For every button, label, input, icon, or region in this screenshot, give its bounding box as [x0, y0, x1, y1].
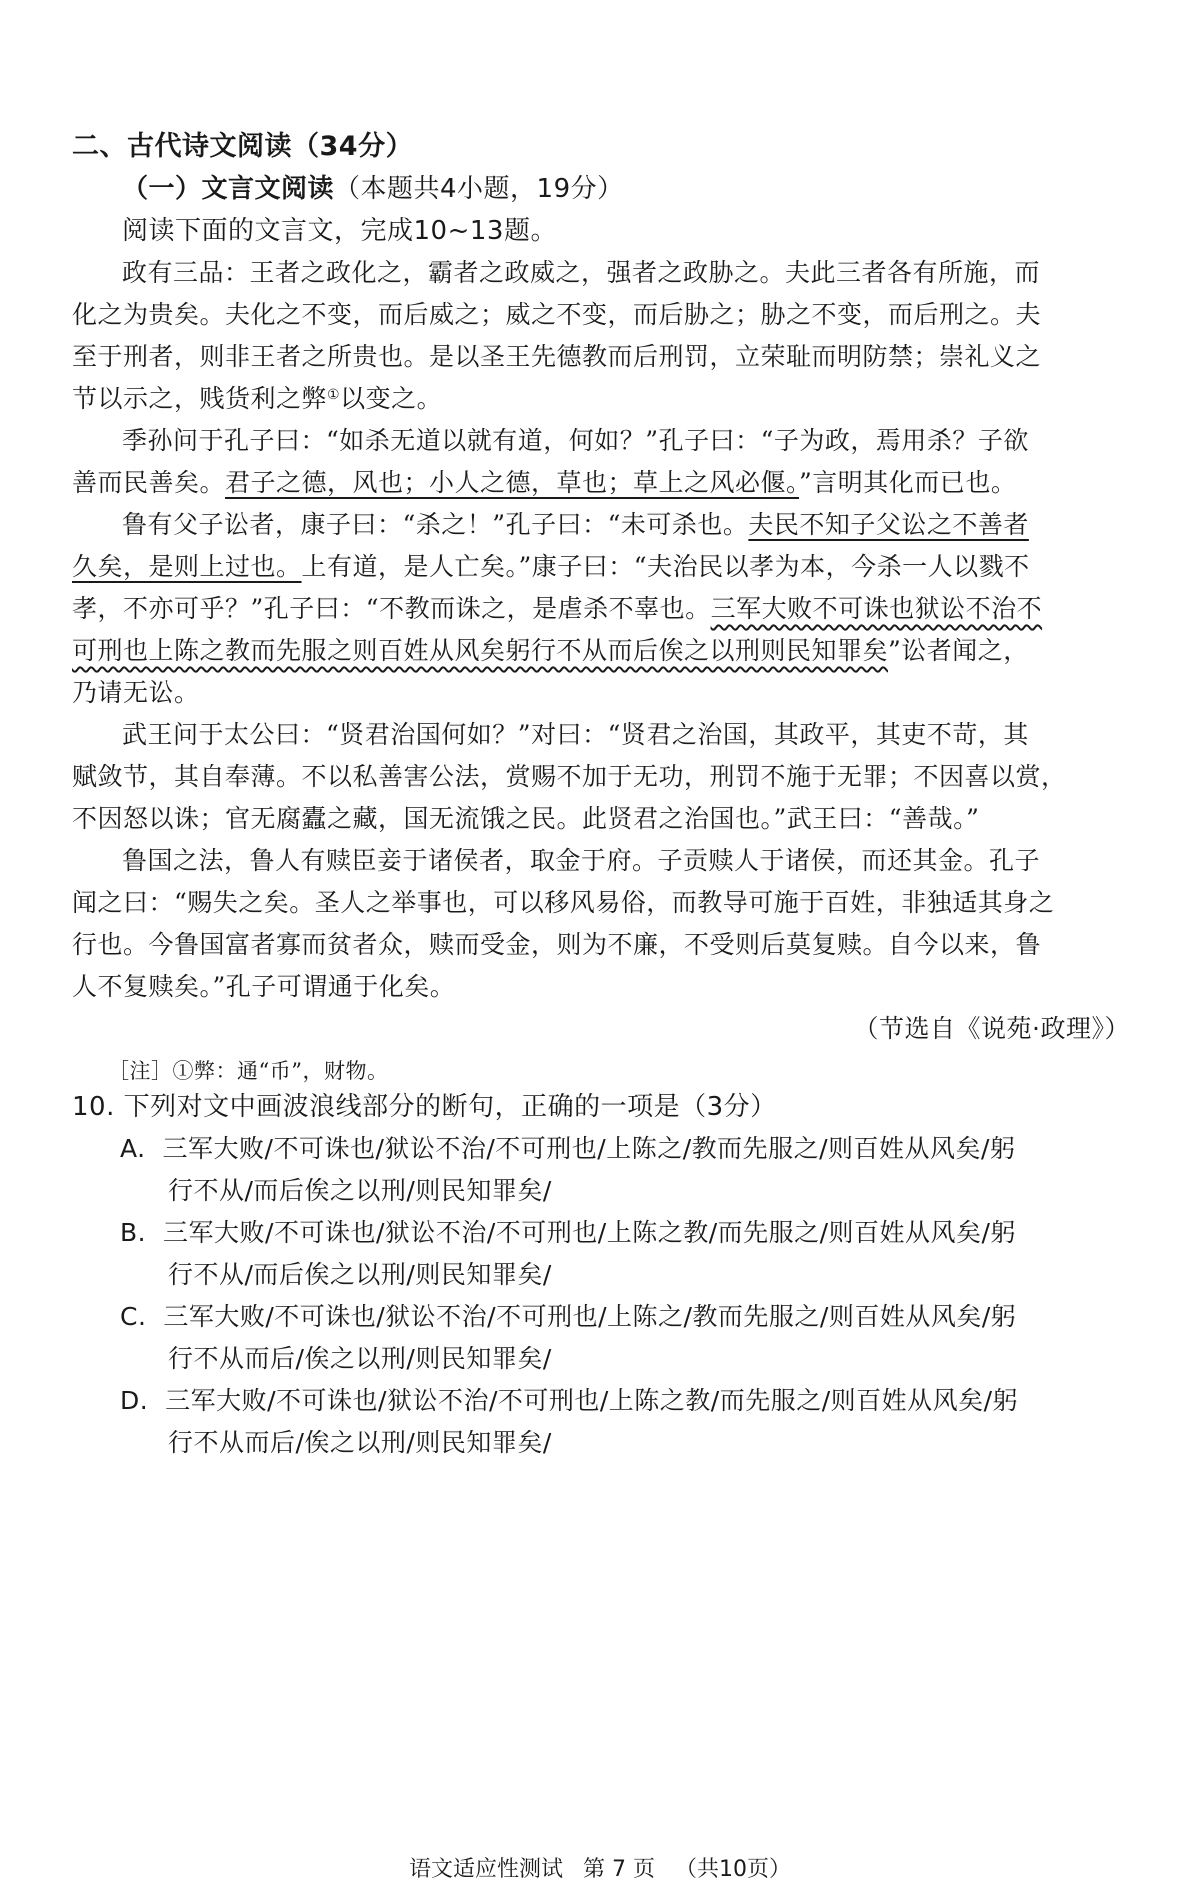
underlined-sentence: 夫民不知子父讼之不善者 [748, 510, 1029, 539]
passage-line [72, 634, 1128, 668]
passage-text: ”言明其化而已也。 [799, 468, 1017, 497]
subsection-heading-rest: （本题共4小题，19分） [334, 174, 624, 204]
passage-line: 闻之曰：“赐失之矣。圣人之举事也，可以移风易俗，而教导可施于百姓，非独适其身之 [72, 888, 1055, 917]
section-heading [72, 130, 1128, 164]
passage-line: 至于刑者，则非王者之所贵也。是以圣王先德教而后刑罚，立荣耻而明防禁；崇礼义之 [72, 342, 1042, 371]
underlined-sentence: 君子之德，风也；小人之德，草也；草上之风必偃。 [225, 468, 800, 497]
passage-text: 以变之。 [340, 384, 443, 413]
passage-text: ”讼者闻之， [888, 636, 1029, 665]
passage-line [72, 550, 1128, 584]
option-letter: D. [120, 1386, 149, 1415]
question-stem: 10. 下列对文中画波浪线部分的断句，正确的一项是（3分） [72, 1092, 777, 1122]
source-citation: （节选自《说苑·政理》） [853, 1014, 1130, 1043]
option-letter: B. [120, 1218, 147, 1247]
option-c-continued: 行不从而后/俟之以刑/则民知罪矣/ [168, 1344, 552, 1373]
section-heading-text: 二、古代诗文阅读（34分） [72, 131, 414, 162]
passage-line [122, 508, 1128, 542]
footer-page-number: 第 7 页 [583, 1857, 655, 1882]
passage-line: 不因怒以诛；官无腐蠹之藏，国无流饿之民。此贤君之治国也。”武王曰：“善哉。” [72, 804, 980, 833]
underlined-sentence: 久矣，是则上过也。 [72, 552, 302, 581]
passage-line: 鲁国之法，鲁人有赎臣妾于诸侯者，取金于府。子贡赎人于诸侯，而还其金。孔子 [122, 846, 1041, 875]
footer-total-pages: （共10页） [675, 1857, 791, 1882]
passage-line [72, 382, 1128, 416]
option-b-continued: 行不从/而后俟之以刑/则民知罪矣/ [168, 1260, 552, 1289]
option-a [120, 1132, 1176, 1166]
passage-text: 鲁有父子讼者，康子曰：“杀之！”孔子曰：“未可杀也。 [122, 510, 749, 539]
page-footer [0, 1852, 1200, 1883]
option-a-continued: 行不从/而后俟之以刑/则民知罪矣/ [168, 1176, 552, 1205]
option-text: 三军大败/不可诛也/狱讼不治/不可刑也/上陈之教/而先服之/则百姓从风矣/躬 [165, 1386, 1019, 1415]
passage-line: 人不复赎矣。”孔子可谓通于化矣。 [72, 972, 456, 1001]
passage-line: 化之为贵矣。夫化之不变，而后威之；威之不变，而后胁之；胁之不变，而后刑之。夫 [72, 300, 1042, 329]
wavy-underlined-text: 三军大败不可诛也狱讼不治不 [710, 594, 1043, 623]
subsection-heading-bold: （一）文言文阅读 [122, 174, 335, 204]
option-letter: A. [120, 1134, 146, 1163]
passage-line: 行也。今鲁国富者寡而贫者众，赎而受金，则为不廉，不受则后莫复赎。自今以来，鲁 [72, 930, 1042, 959]
footer-title: 语文适应性测试 [409, 1857, 564, 1882]
passage-text: 节以示之，贱货利之弊 [72, 384, 328, 413]
passage-line [72, 592, 1128, 626]
passage-text: 善而民善矣。 [72, 468, 226, 497]
passage-line: 武王问于太公曰：“贤君治国何如？”对曰：“贤君之治国，其政平，其吏不苛，其 [122, 720, 1029, 749]
wavy-underlined-text: 可刑也上陈之教而先服之则百姓从风矣躬行不从而后俟之以刑则民知罪矣 [72, 636, 889, 665]
passage-text: 孝，不亦可乎？”孔子曰：“不教而诛之，是虐杀不辜也。 [72, 594, 711, 623]
passage-line: 政有三品：王者之政化之，霸者之政威之，强者之政胁之。夫此三者各有所施，而 [122, 258, 1041, 287]
option-text: 三军大败/不可诛也/狱讼不治/不可刑也/上陈之/教而先服之/则百姓从风矣/躬 [163, 1302, 1017, 1331]
option-d-continued: 行不从而后/俟之以刑/则民知罪矣/ [168, 1428, 552, 1457]
option-text: 三军大败/不可诛也/狱讼不治/不可刑也/上陈之教/而先服之/则百姓从风矣/躬 [163, 1218, 1016, 1247]
passage-line: 季孙问于孔子曰：“如杀无道以就有道，何如？”孔子曰：“子为政，焉用杀？子欲 [122, 426, 1029, 455]
option-text: 三军大败/不可诛也/狱讼不治/不可刑也/上陈之/教而先服之/则百姓从风矣/躬 [162, 1134, 1016, 1163]
instruction: 阅读下面的文言文，完成10~13题。 [122, 216, 557, 246]
option-letter: C. [120, 1302, 147, 1331]
footnote: ［注］①弊：通“币”，财物。 [108, 1059, 389, 1083]
option-d [120, 1384, 1176, 1418]
passage-line: 乃请无讼。 [72, 678, 200, 707]
passage-line: 赋敛节，其自奉薄。不以私善害公法，赏赐不加于无功，刑罚不施于无罪；不因喜以赏， [72, 762, 1067, 791]
footnote-marker: ① [327, 387, 341, 403]
option-c [120, 1300, 1176, 1334]
passage-text: 上有道，是人亡矣。”康子曰：“夫治民以孝为本，今杀一人以戮不 [301, 552, 1030, 581]
subsection-heading [122, 172, 1128, 206]
option-b [120, 1216, 1176, 1250]
passage-line [72, 466, 1128, 500]
